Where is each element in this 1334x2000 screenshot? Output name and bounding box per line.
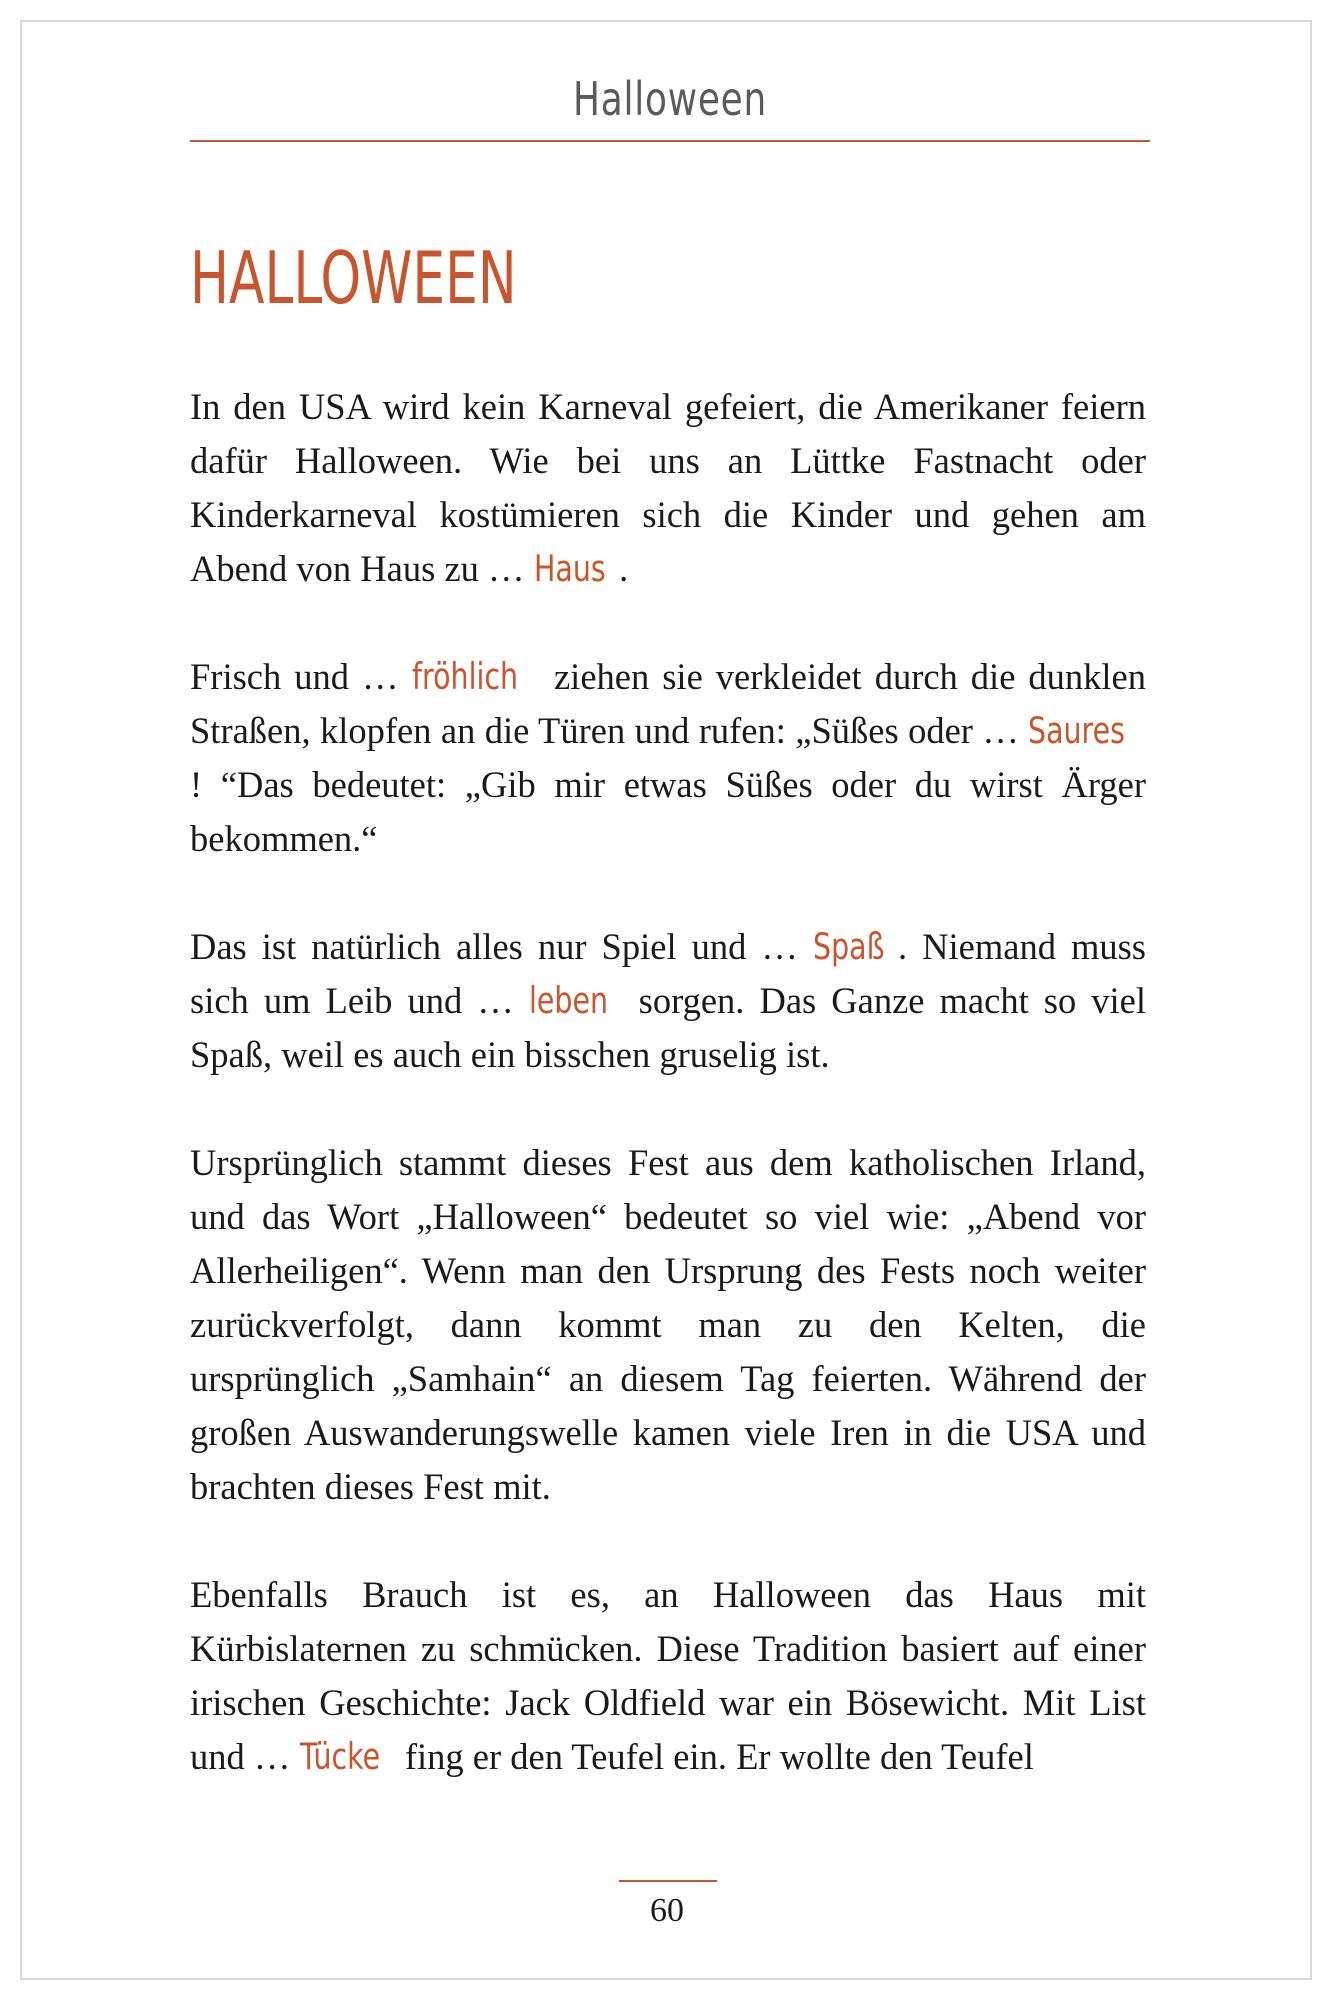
highlight-word-leben: leben xyxy=(528,979,608,1022)
highlight-word-froehlich: fröhlich xyxy=(411,655,518,698)
running-head: Halloween xyxy=(572,72,768,126)
header-rule xyxy=(190,140,1150,142)
text-run: Das ist natürlich alles nur Spiel und … xyxy=(190,926,813,967)
text-run: . xyxy=(619,548,629,589)
paragraph-4 xyxy=(190,1136,1146,1514)
paragraph-5 xyxy=(190,1568,1146,1784)
paragraph-3 xyxy=(190,920,1146,1082)
text-run: Ebenfalls Brauch ist es, an Halloween das Haus mit Kürbislaternen zu schmücken. Diese Tradition basiert auf einer irischen Geschichte: Jack Oldfield war ein Bösewicht. Mit List und … xyxy=(190,1574,1146,1777)
text-run: In den USA wird kein Karneval gefeiert, die Amerikaner feiern dafür Halloween. Wie bei uns an Lüttke Fastnacht oder Kinderkarneval kostümieren sich die Kinder und gehen am Abend von Haus zu … xyxy=(190,386,1146,589)
text-run: . Niemand muss sich um Leib und … xyxy=(190,926,1146,1021)
text-run: Ursprünglich stammt dieses Fest aus dem katholischen Irland, und das Wort „Halloween“ bedeutet so viel wie: „Abend vor Allerheiligen“. Wenn man den Ursprung des Fests noch weiter zurückverfolgt, dann kommt man zu den Kelten, die ursprünglich „Samhain“ an diesem Tag feierten. Während der großen Auswanderungswelle kamen viele Iren in die USA und brachten dieses Fest mit. xyxy=(190,1142,1146,1507)
highlight-word-tuecke: Tücke xyxy=(299,1735,380,1778)
paragraph-1 xyxy=(190,380,1146,596)
highlight-word-spass: Spaß xyxy=(812,925,885,968)
text-run: ! “Das bedeutet: „Gib mir etwas Süßes oder du wirst Ärger bekommen.“ xyxy=(190,764,1146,859)
text-run: ziehen sie verkleidet durch die dunklen Straßen, klopfen an die Türen und rufen: „Süßes oder … xyxy=(190,656,1146,751)
footer-rule xyxy=(619,1880,717,1882)
text-run: Frisch und … xyxy=(190,656,412,697)
page-number: 60 xyxy=(650,1892,684,1929)
highlight-word-saures: Saures xyxy=(1028,709,1126,752)
text-run: sorgen. Das Ganze macht so viel Spaß, weil es auch ein bisschen gruselig ist. xyxy=(190,980,1147,1075)
chapter-title: HALLOWEEN xyxy=(190,236,517,320)
paragraph-2 xyxy=(190,650,1146,866)
body-text xyxy=(190,380,1146,1838)
highlight-word-haus: Haus xyxy=(533,547,606,590)
text-run: fing er den Teufel ein. Er wollte den Teufel xyxy=(395,1736,1034,1777)
